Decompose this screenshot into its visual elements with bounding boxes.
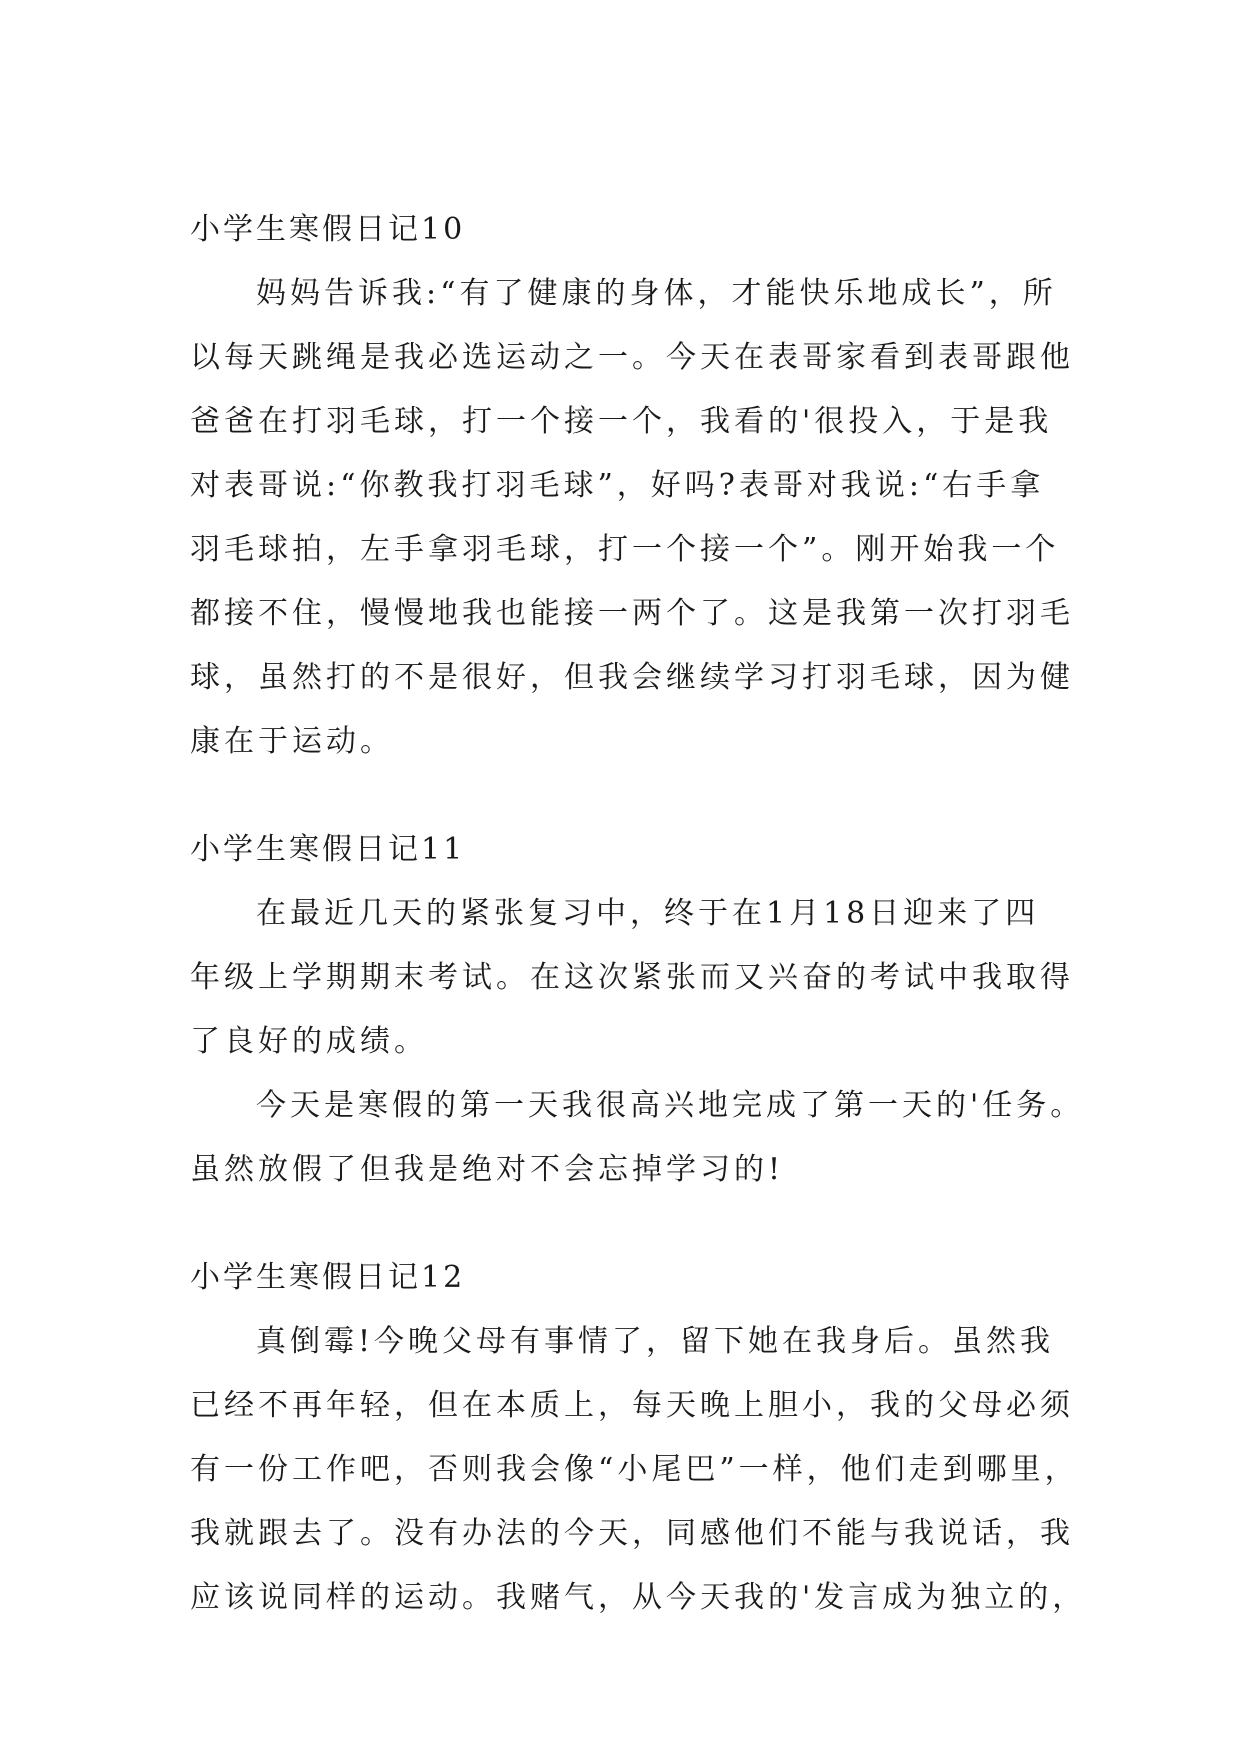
text-line: 今天是寒假的第一天我很高兴地完成了第一天的'任务。 xyxy=(256,1088,1085,1123)
text-line: 年级上学期期末考试。在这次紧张而又兴奋的考试中我取得 xyxy=(190,960,1074,995)
paragraph xyxy=(190,882,1074,1074)
text-line: 应该说同样的运动。我赌气，从今天我的'发言成为独立的， xyxy=(190,1580,1087,1615)
text-line: 对表哥说:“你教我打羽毛球”，好吗?表哥对我说:“右手拿 xyxy=(190,468,1045,503)
text-line: 爸爸在打羽毛球，打一个接一个，我看的'很投入，于是我 xyxy=(190,404,1053,439)
text-line: 我就跟去了。没有办法的今天，同感他们不能与我说话，我 xyxy=(190,1516,1074,1551)
text-line: 真倒霉!今晚父母有事情了，留下她在我身后。虽然我 xyxy=(256,1324,1055,1359)
text-line: 了良好的成绩。 xyxy=(190,1024,428,1059)
paragraph xyxy=(190,262,1074,774)
text-line: 在最近几天的紧张复习中，终于在1月18日迎来了四 xyxy=(256,896,1040,931)
text-line: 以每天跳绳是我必选运动之一。今天在表哥家看到表哥跟他 xyxy=(190,340,1074,375)
text-line: 都接不住，慢慢地我也能接一两个了。这是我第一次打羽毛 xyxy=(190,596,1074,631)
text-line: 羽毛球拍，左手拿羽毛球，打一个接一个”。刚开始我一个 xyxy=(190,532,1060,567)
paragraph xyxy=(190,1310,1087,1630)
entry-title: 小学生寒假日记12 xyxy=(190,1260,466,1295)
diary-entry-10 xyxy=(190,210,1074,774)
diary-entry-12 xyxy=(190,1258,1087,1630)
text-line: 康在于运动。 xyxy=(190,724,394,759)
text-line: 已经不再年轻，但在本质上，每天晚上胆小，我的父母必须 xyxy=(190,1388,1074,1423)
text-line: 球，虽然打的不是很好，但我会继续学习打羽毛球，因为健 xyxy=(190,660,1074,695)
document-page xyxy=(190,210,1087,1686)
text-line: 妈妈告诉我:“有了健康的身体，才能快乐地成长”，所 xyxy=(256,276,1057,311)
entry-title: 小学生寒假日记11 xyxy=(190,832,466,867)
diary-entry-11 xyxy=(190,830,1085,1202)
text-line: 有一份工作吧，否则我会像“小尾巴”一样，他们走到哪里， xyxy=(190,1452,1079,1487)
paragraph xyxy=(190,1074,1085,1202)
entry-title: 小学生寒假日记10 xyxy=(190,212,466,247)
text-line: 虽然放假了但我是绝对不会忘掉学习的! xyxy=(190,1152,785,1187)
